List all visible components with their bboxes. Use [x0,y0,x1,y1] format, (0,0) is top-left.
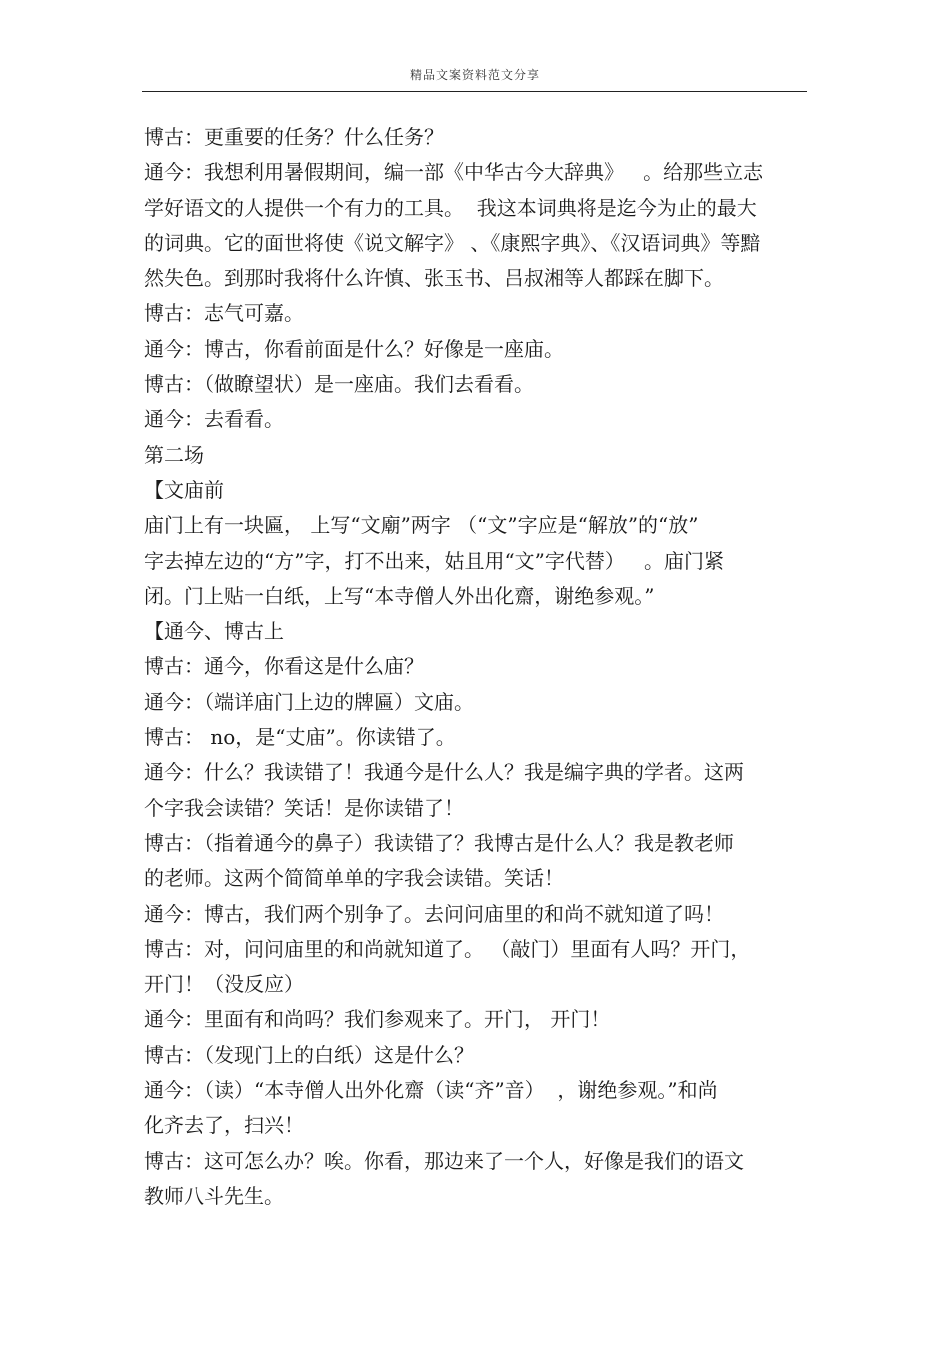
text-line: 教师八斗先生。 [144,1183,284,1208]
text-line: 博古：（发现门上的白纸）这是什么？ [144,1042,474,1067]
text-line: 化齐去了，扫兴！ [144,1113,304,1138]
text-line: 的老师。这两个简简单单的字我会读错。笑话！ [144,866,564,891]
text-line: 通今：里面有和尚吗？我们参观来了。开门， 开门！ [144,1007,611,1032]
text-line: 博古：（指着通今的鼻子）我读错了？我博古是什么人？我是教老师 [144,830,734,855]
text-line: 通今：去看看。 [144,407,284,432]
text-line: 通今：博古，我们两个别争了。去问问庙里的和尚不就知道了吗！ [144,901,724,926]
scene-heading: 第二场 [144,442,204,467]
text-line: 个字我会读错？笑话！是你读错了！ [144,795,464,820]
stage-direction: 【通今、博古上 [144,619,284,644]
text-line: 博古：通今，你看这是什么庙？ [144,654,424,679]
page-header: 精品文案资料范文分享 [409,68,540,82]
text-line: 学好语文的人提供一个有力的工具。 我这本词典将是迄今为止的最大 [144,195,757,220]
text-line: 通今：博古，你看前面是什么？好像是一座庙。 [144,336,564,361]
text-line: 通今：（端详庙门上边的牌匾）文庙。 [144,689,474,714]
stage-direction: 【文庙前 [144,477,224,502]
text-line: 通今：什么？我读错了！我通今是什么人？我是编字典的学者。这两 [144,760,744,785]
text-line: 的词典。它的面世将使《说文解字》 、《康熙字典》、《汉语词典》等黯 [144,230,761,255]
text-line: 庙门上有一块匾， 上写“文廟”两字 （“文”字应是“解放”的“放” [144,513,699,538]
text-line: 然失色。到那时我将什么许慎、张玉书、吕叔湘等人都踩在脚下。 [144,266,724,291]
text-line: 通今：我想利用暑假期间，编一部《中华古今大辞典》 。给那些立志 [144,160,764,185]
text-line: 博古：志气可嘉。 [144,301,304,326]
text-line: 开门！（没反应） [144,972,304,997]
text-line: 博古：这可怎么办？唉。你看，那边来了一个人，好像是我们的语文 [144,1148,744,1173]
script-body [144,120,809,1214]
text-line: 闭。门上贴一白纸，上写“本寺僧人外出化齋，谢绝参观。” [144,583,655,608]
text-line: 博古： no，是“丈庙”。你读错了。 [144,725,456,750]
text-line: 博古：对，问问庙里的和尚就知道了。 （敲门）里面有人吗？开门， [144,936,751,961]
text-line: 通今：（读）“本寺僧人出外化齋（读“齐”音） ，谢绝参观。”和尚 [144,1078,718,1103]
text-line: 博古：更重要的任务？什么任务？ [144,125,444,149]
header-divider [142,91,807,92]
text-line: 博古：（做瞭望状）是一座庙。我们去看看。 [144,372,534,397]
text-line: 字去掉左边的“方”字，打不出来，姑且用“文”字代替） 。庙门紧 [144,548,724,573]
